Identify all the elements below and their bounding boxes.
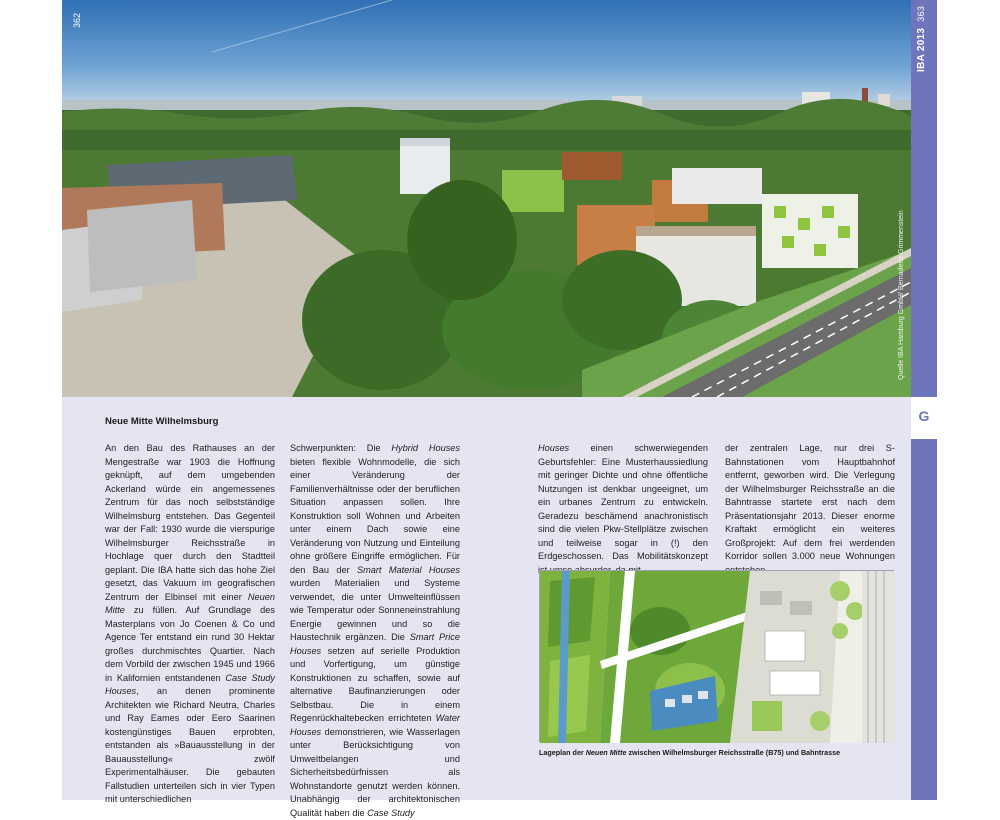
article-heading: Neue Mitte Wilhelmsburg <box>105 416 219 427</box>
section-letter: G <box>918 408 930 424</box>
page-number-left: 362 <box>72 12 82 28</box>
photo-credit: Quelle IBA Hamburg GmbH/ Bernadette Grimmenstein <box>898 210 905 380</box>
text-column-3 <box>538 442 708 577</box>
paragraph: der zentralen Lage, nur drei S-Bahnstationen vom Hauptbahnhof entfernt, geworben wird. Die Verlegung der Wilhelmsburger Reichsstraße an die Bahntrasse startete erst nach dem Präsentationsjahr 2013. Dieser enorme Kraftakt ermöglicht ein weiteres Großprojekt: Auf dem frei werdenden Korridor sollen 3.000 neue Wohnungen <box>725 443 895 561</box>
page-number-right: 363 <box>916 5 926 22</box>
sidebar-title <box>916 6 927 72</box>
text-column-1 <box>105 442 275 807</box>
paragraph: Schwerpunkten: Die Hybrid Houses bieten flexible Wohnmodelle, die sich einer Veränderung der Familienverhältnisse oder der beruflichen Situation anpassen sollen. Ihre Konstruktion soll Wohnen und Arbeiten unter einem Dach sowie eine Veränderung von Nutzung und Einteilung ohne größere Eingriffe ermöglichen. Für den Bau der Smart Material Houses wurden Materialien und Systeme verwendet, die unter Umwelteinflüssen wie Temperatur oder Sonneneinstrahlung Energie gewinnen und so die Haustechnik ergänzen. Die Smart Price Houses setzen auf serielle Produktion und Vorfertigung, um günstige Konstruktionen zu schaffen, sowie auf alternative Baufinanzierungen oder Selbstbau. Die in einem Regenrückhaltebecken errichteten Water Houses demonstrieren, wie Wasserlagen unter Berücksichtigung von Umweltbelangen und Sicherheitsbedürfnissen als Wohnstandorte genutzt werden können. Unabhängig der architektonischen Qualität haben die Case Study <box>290 443 460 818</box>
aerial-photo <box>62 0 911 397</box>
paragraph: Houses einen schwerwiegenden Geburtsfehler: Eine Musterhaussiedlung mit geringer Dichte und ohne öffentliche Nutzungen ist denkbar ungeeignet, um ein urbanes Zentrum zu entwickeln. Geradezu beschämend anachronistisch sind die vielen Pkw-Stellplätze zwischen und teilweise sogar in (!) den Erdgeschossen. Das Mobilitätskonzept <box>538 443 708 561</box>
site-plan-image <box>539 570 894 742</box>
text-column-4 <box>725 442 895 577</box>
plan-caption: Lageplan der Neuen Mitte zwischen Wilhelmsburger Reichsstraße (B75) und Bahntrasse <box>539 748 841 757</box>
paragraph: An den Bau des Rathauses an der Mengestraße war 1903 die Hoffnung geknüpft, auf dem umgebenden Ackerland würde ein angemessenes Zentrum für das noch selbstständige Wilhelmsburg entstehen. Das Gegenteil war der Fall: 1930 wurde die vierspurige Wilhelmsburger Reichsstraße in Hochlage quer durch den Stadtteil geplant. Die IBA hatte sich das hohe Ziel gesetzt, das Vakuum im geografischen Zentrum der Elbinsel mit einer Neuen Mitte zu füllen. Auf Grundlage des Masterplans von Jo Coenen & Co und Agence Ter entstand ein rund 30 Hektar großes durchmischtes Quartier. Nach dem Vorbild der zwischen 1945 und 1966 in Kalifornien entstandenen Case Study Houses, an denen prominente Architekten wie Richard Neutra, Charles und Ray Eames oder Eero Saarinen kostengünstiges Bauen erprobten, entstanden als »Bauausstellung in der Bauausstellung« zwölf Experimentalhäuser. Die gebauten Fallstudien unterteilen sich in vier Typen mit unterschiedlichen <box>105 443 276 804</box>
text-column-2 <box>290 442 460 820</box>
sidebar-title-text: IBA 2013 <box>916 27 927 72</box>
